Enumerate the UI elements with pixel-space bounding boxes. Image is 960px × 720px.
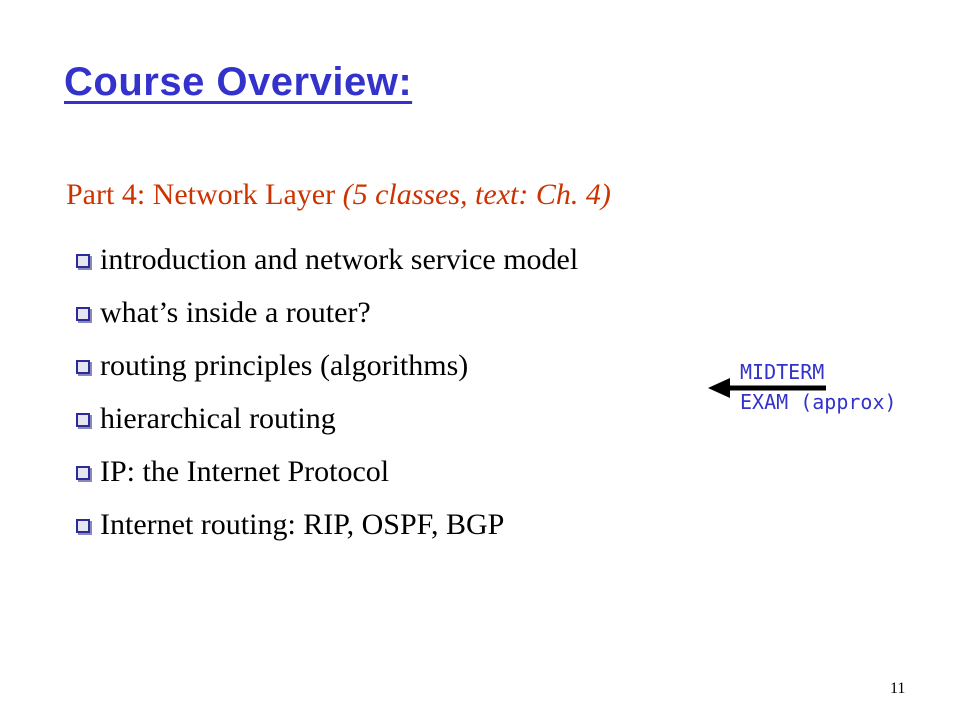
bullet-text: IP: the Internet Protocol xyxy=(100,454,390,488)
square-bullet-icon xyxy=(76,360,90,374)
part-detail: (5 classes, text: Ch. 4) xyxy=(342,178,611,211)
bullet-text: Internet routing: RIP, OSPF, BGP xyxy=(100,507,505,541)
square-bullet-icon xyxy=(76,307,90,321)
arrow-left-icon xyxy=(708,378,828,402)
list-item xyxy=(76,498,578,551)
slide-title: Course Overview: xyxy=(64,60,413,104)
bullet-text: what’s inside a router? xyxy=(100,295,371,329)
bullet-list xyxy=(76,233,578,551)
list-item xyxy=(76,339,578,392)
square-bullet-icon xyxy=(76,413,90,427)
list-item xyxy=(76,233,578,286)
part-label: Part 4: Network Layer xyxy=(66,178,343,211)
list-item xyxy=(76,392,578,445)
bullet-text: routing principles (algorithms) xyxy=(100,348,469,382)
midterm-line-1: MIDTERM xyxy=(740,360,825,384)
list-item xyxy=(76,286,578,339)
list-item xyxy=(76,445,578,498)
square-bullet-icon xyxy=(76,466,90,480)
part-heading xyxy=(66,178,611,212)
midterm-line-2: EXAM (approx) xyxy=(740,390,897,414)
bullet-text: hierarchical routing xyxy=(100,401,336,435)
square-bullet-icon xyxy=(76,254,90,268)
square-bullet-icon xyxy=(76,519,90,533)
page-number: 11 xyxy=(890,680,906,697)
bullet-text: introduction and network service model xyxy=(100,242,579,276)
